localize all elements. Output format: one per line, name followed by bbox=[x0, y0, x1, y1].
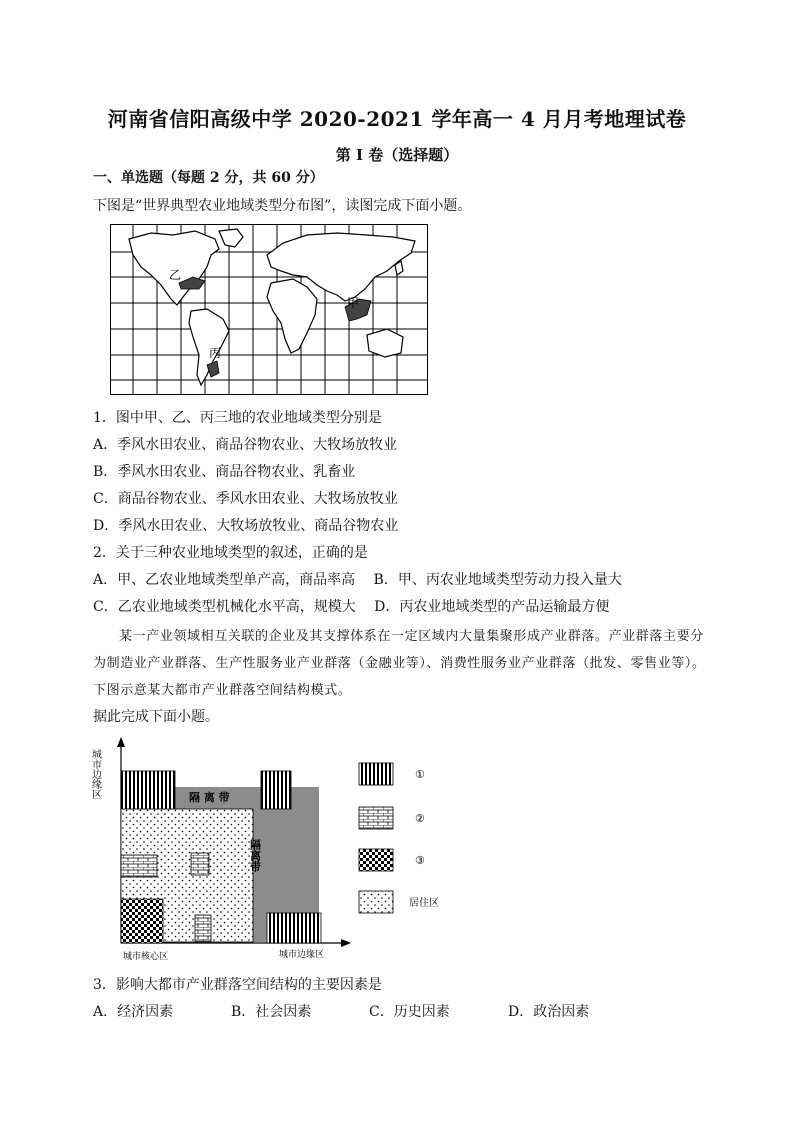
q2-stem: 2．关于三种农业地域类型的叙述，正确的是 bbox=[93, 545, 368, 561]
label-bing: 丙 bbox=[209, 346, 222, 360]
legend-swatch-3 bbox=[359, 849, 393, 871]
q1-option-d: D．季风水田农业、大牧场放牧业、商品谷物农业 bbox=[93, 518, 399, 534]
q1-option-a: A．季风水田农业、商品谷物农业、大牧场放牧业 bbox=[93, 437, 398, 453]
q1-option-c: C．商品谷物农业、季风水田农业、大牧场放牧业 bbox=[93, 491, 398, 507]
diagram-graphic bbox=[89, 735, 473, 965]
q3-option-c: C．历史因素 bbox=[369, 1004, 450, 1020]
q2-options-cd: C．乙农业地域类型机械化水平高，规模大 D．丙农业地域类型的产品运输最方便 bbox=[93, 599, 610, 615]
zone-1-block bbox=[267, 913, 321, 943]
q3-option-a: A．经济因素 bbox=[93, 1004, 174, 1020]
zone-2-block bbox=[195, 915, 211, 941]
map-graphic bbox=[111, 225, 427, 394]
x-end-label: 城市边缘区 bbox=[279, 950, 325, 960]
q1-stem: 1．图中甲、乙、丙三地的农业地域类型分别是 bbox=[93, 410, 382, 426]
legend-swatch-2 bbox=[359, 807, 393, 829]
y-axis-arrow bbox=[117, 737, 125, 747]
map-intro: 下图是“世界典型农业地域类型分布图”，读图完成下面小题。 bbox=[93, 198, 472, 214]
volume-title: 第 I 卷（选择题） bbox=[335, 146, 459, 164]
legend-label-residential: 居住区 bbox=[409, 898, 439, 909]
section-heading: 一、单选题（每题 2 分，共 60 分） bbox=[93, 170, 324, 186]
zone-2-block bbox=[191, 853, 209, 875]
legend-swatch-1 bbox=[359, 763, 393, 785]
legend-swatch-residential bbox=[359, 891, 393, 913]
y-axis-label: 城市边缘区 bbox=[89, 749, 101, 799]
industry-passage: 某一产业领域相互关联的企业及其支撑体系在一定区域内大量集聚形成产业群落。产业群落主要分为制造业产业群落、生产性服务业产业群落（金融业等）、消费性服务业产业群落（批发、零售业等）。下图示意某大都市产业群落空间结构模式。 bbox=[93, 629, 706, 698]
industry-cluster-diagram bbox=[89, 735, 473, 965]
zone-3-block bbox=[121, 899, 163, 943]
passage-instruction: 据此完成下面小题。 bbox=[93, 709, 219, 725]
continent-outlines bbox=[129, 229, 415, 385]
q3-stem: 3．影响大都市产业群落空间结构的主要因素是 bbox=[93, 977, 382, 993]
q3-option-b: B．社会因素 bbox=[231, 1004, 312, 1020]
label-jia: 甲 bbox=[347, 296, 360, 310]
legend-label-3: ③ bbox=[415, 854, 425, 867]
q3-option-d: D．政治因素 bbox=[508, 1004, 590, 1020]
world-agriculture-map bbox=[110, 224, 428, 395]
x-origin-label: 城市核心区 bbox=[123, 952, 169, 962]
legend-label-1: ① bbox=[415, 768, 425, 781]
diagram-legend bbox=[359, 763, 439, 913]
buffer-label-top: 隔 离 带 bbox=[189, 791, 230, 804]
buffer-label-right: 隔离带 bbox=[248, 839, 262, 872]
zone-1-block bbox=[261, 771, 291, 809]
q1-option-b: B．季风水田农业、商品谷物农业、乳畜业 bbox=[93, 464, 356, 480]
zone-2-block bbox=[121, 855, 157, 877]
x-axis-arrow bbox=[341, 939, 351, 947]
page-title: 河南省信阳高级中学 2020-2021 学年高一 4 月月考地理试卷 bbox=[107, 107, 687, 131]
q2-options-ab: A．甲、乙农业地域类型单产高，商品率高 B．甲、丙农业地域类型劳动力投入量大 bbox=[93, 572, 622, 588]
zone-1-block bbox=[121, 771, 175, 809]
label-yi: 乙 bbox=[169, 268, 182, 282]
legend-label-2: ② bbox=[415, 812, 425, 825]
